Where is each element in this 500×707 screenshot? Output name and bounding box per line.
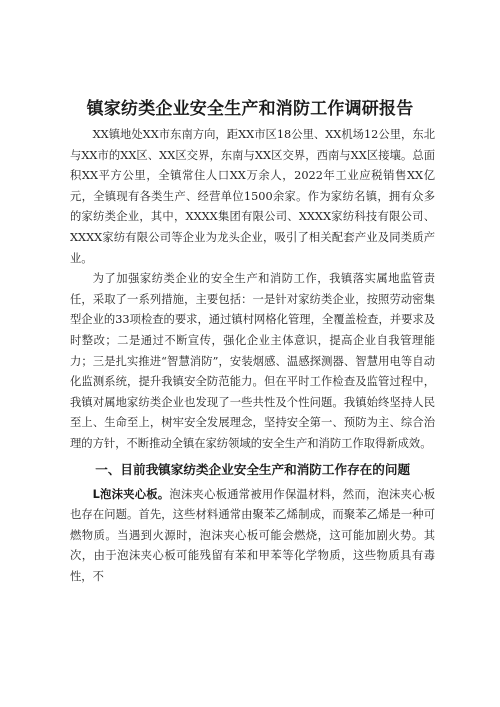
intro-paragraph: XX镇地处XX市东南方向，距XX市区18公里、XX机场12公里，东北与XX市的XX区、XX区交界，东南与XX区交界，西南与XX区接壤。总面积XX平方公里，全镇常住人口XX万余人，2022年工业应税销售XX亿元，全镇现有各类生产、经营单位1500余家。作为家纺名镇，拥有众多的家纺类企业，其中，XXXX集团有限公司、XXXX家纺科技有限公司、XXXX家纺有限公司等企业为龙头企业，吸引了相关配套产业及同类质产业。 xyxy=(70,128,435,265)
item-text: 泡沫夹心板通常被用作保温材料，然而，泡沫夹心板也存在问题。首先，这些材料通常由聚苯乙烯制成，而聚苯乙烯是一种可燃物质。当遇到火源时，泡沫夹心板可能会燃烧，这可能加剧火势。其次，由于泡沫夹心板可能残留有苯和甲苯等化学物质，这些物质具有毒性，不 xyxy=(70,487,435,583)
item-paragraph xyxy=(70,485,435,588)
measures-paragraph: 为了加强家纺类企业的安全生产和消防工作，我镇落实属地监管责任，采取了一系列措施，主要包括：一是针对家纺类企业，按照劳动密集型企业的33项检查的要求，通过镇村网格化管理，全覆盖检查，并要求及时整改；二是通过不断宣传，强化企业主体意识，提高企业自我管理能力；三是扎实推进“智慧消防”，安装烟感、温感探测器、智慧用电等自动化监测系统，提升我镇安全防范能力。但在平时工作检查及监管过程中，我镇对属地家纺类企业也发现了一些共性及个性问题。我镇始终坚持人民至上、生命至上，树牢安全发展理念，坚持安全第一、预防为主、综合治理的方针，不断推动全镇在家纺领域的安全生产和消防工作取得新成效。 xyxy=(70,272,435,450)
document-body xyxy=(70,125,435,587)
document-title: 镇家纺类企业安全生产和消防工作调研报告 xyxy=(86,99,414,119)
item-lead: L泡沫夹心板。 xyxy=(92,487,170,501)
section-heading: 一、目前我镇家纺类企业安全生产和消防工作存在的问题 xyxy=(95,461,411,477)
